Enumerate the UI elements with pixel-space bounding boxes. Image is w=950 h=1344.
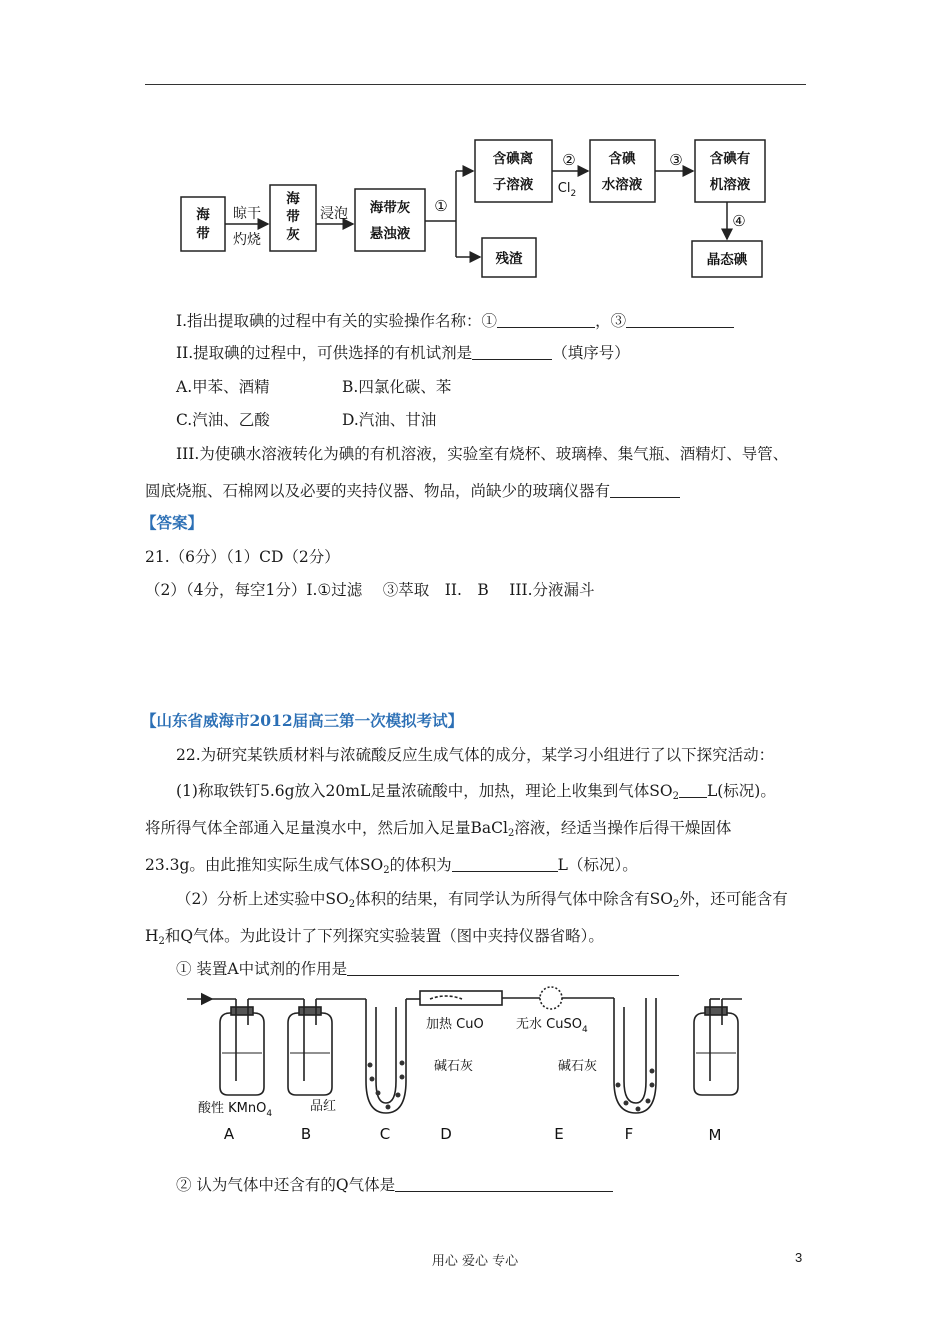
answer-blank-so2-theory[interactable] — [679, 781, 707, 798]
reagent-e-label: 无水 CuSO$_4$ — [516, 1017, 588, 1035]
answer-line-1: 21.（6分）（1）CD（2分） — [145, 548, 340, 566]
label-b: B — [300, 1125, 312, 1143]
box-seaweed-label-2: 带 — [196, 226, 210, 242]
answer-blank-so2-actual[interactable] — [452, 855, 558, 872]
box-crystal-label: 晶态碘 — [706, 252, 748, 268]
label-c: C — [379, 1125, 391, 1143]
reagent-c-label: 碱石灰 — [434, 1059, 474, 1074]
bottle-m — [694, 1013, 738, 1095]
box-water-solution-label-2: 水溶液 — [601, 177, 643, 193]
q22-part1-line3: 23.3g。由此推知实际生成气体$SO_2$的体积为 L（标况）。 — [145, 856, 638, 876]
reagent-b-label: 品红 — [310, 1099, 337, 1114]
q22-subquestion-1: ① 装置A中试剂的作用是 — [176, 959, 679, 979]
box-water-solution-label-1: 含碘 — [608, 151, 636, 167]
step2-label: ② — [562, 151, 576, 169]
arrow-soak-label: 浸泡 — [320, 206, 348, 222]
answer-blank-device-a[interactable] — [347, 959, 679, 976]
answer-blank-iii[interactable] — [610, 481, 680, 498]
q22-part1-line1: (1)称取铁钉5.6g放入20mL足量浓硫酸中，加热，理论上收集到气体$SO_2$ L(标况)。 — [176, 782, 776, 802]
reagent-f-label: 碱石灰 — [558, 1059, 598, 1074]
u-tube-f — [614, 998, 656, 1113]
label-d: D — [440, 1125, 452, 1143]
question-iii-line2: 圆底烧瓶、石棉网以及必要的夹持仪器、物品，尚缺少的玻璃仪器有 — [145, 481, 680, 501]
answer-blank-ii[interactable] — [472, 343, 552, 360]
box-residue-label: 残渣 — [495, 251, 523, 267]
answer-blank-1[interactable] — [497, 311, 595, 328]
option-b: B.四氯化碳、苯 — [342, 378, 452, 396]
q22-intro: 22.为研究某铁质材料与浓硫酸反应生成气体的成分，某学习小组进行了以下探究活动： — [176, 746, 775, 764]
option-d: D.汽油、甘油 — [342, 411, 437, 429]
label-f: F — [624, 1125, 634, 1143]
source-heading: 【山东省威海市2012届高三第一次模拟考试】 — [141, 711, 464, 730]
q22-part2-line1: （2）分析上述实验中$SO_2$体积的结果，有同学认为所得气体中除含有$SO_2$外，还可能含有 — [176, 890, 788, 910]
iodine-extraction-flowchart — [0, 0, 950, 300]
q22-part2-line2: $H_2$和Q气体。为此设计了下列探究实验装置（图中夹持仪器省略）。 — [145, 927, 604, 947]
box-ash-label-3: 灰 — [286, 227, 300, 243]
answer-blank-3[interactable] — [626, 311, 734, 328]
question-ii: II.提取碘的过程中，可供选择的有机试剂是 （填序号） — [176, 344, 630, 362]
box-ash-label-2: 带 — [286, 209, 300, 225]
label-a: A — [223, 1125, 235, 1143]
q22-part1-line2: 将所得气体全部通入足量溴水中，然后加入足量BaCl$_2$溶液，经适当操作后得干燥固体 — [145, 819, 732, 839]
arrow-dry-label-1: 晾干 — [233, 206, 261, 222]
box-ion-solution-label-2: 子溶液 — [492, 177, 534, 193]
option-a: A.甲苯、酒精 — [176, 378, 270, 396]
bottle-a — [220, 1013, 264, 1095]
option-c: C.汽油、乙酸 — [176, 411, 270, 429]
answer-line-2: （2）（4分，每空1分）I.①过滤 ③萃取 II. B III.分液漏斗 — [145, 581, 595, 599]
answer-heading: 【答案】 — [141, 513, 204, 532]
page-number: 3 — [795, 1250, 803, 1265]
step3-label: ③ — [669, 151, 683, 169]
label-e: E — [554, 1125, 564, 1143]
box-suspension-label-2: 悬浊液 — [369, 226, 411, 242]
box-ion-solution-label-1: 含碘离 — [492, 151, 534, 167]
box-suspension-label-1: 海带灰 — [369, 200, 411, 216]
bottle-b — [288, 1013, 332, 1095]
box-organic-solution-label-1: 含碘有 — [709, 151, 751, 167]
step2-reagent: $Cl_2$ — [557, 181, 577, 199]
page-footer: 用心 爱心 专心 — [431, 1254, 519, 1269]
step4-label: ④ — [732, 212, 746, 230]
box-seaweed-label-1: 海 — [196, 207, 210, 223]
box-organic-solution-label-2: 机溶液 — [709, 177, 751, 193]
answer-blank-q-gas[interactable] — [395, 1175, 613, 1192]
box-seaweed — [181, 197, 225, 251]
step1-label: ① — [434, 197, 448, 215]
reagent-a-label: 酸性 KMnO$_4$ — [198, 1101, 273, 1119]
arrow-dry-label-2: 灼烧 — [233, 232, 261, 248]
box-ash-label-1: 海 — [286, 191, 300, 207]
q22-subquestion-2: ② 认为气体中还含有的Q气体是 — [176, 1175, 613, 1195]
question-i: I.指出提取碘的过程中有关的实验操作名称：① ，③ — [176, 311, 734, 331]
apparatus-diagram — [0, 985, 950, 1155]
reagent-d-label: 加热 CuO — [426, 1017, 484, 1032]
label-m: M — [708, 1126, 722, 1144]
bulb-e-cuso4 — [540, 987, 562, 1009]
question-iii-line1: III.为使碘水溶液转化为碘的有机溶液，实验室有烧杯、玻璃棒、集气瓶、酒精灯、导管、 — [176, 445, 789, 463]
